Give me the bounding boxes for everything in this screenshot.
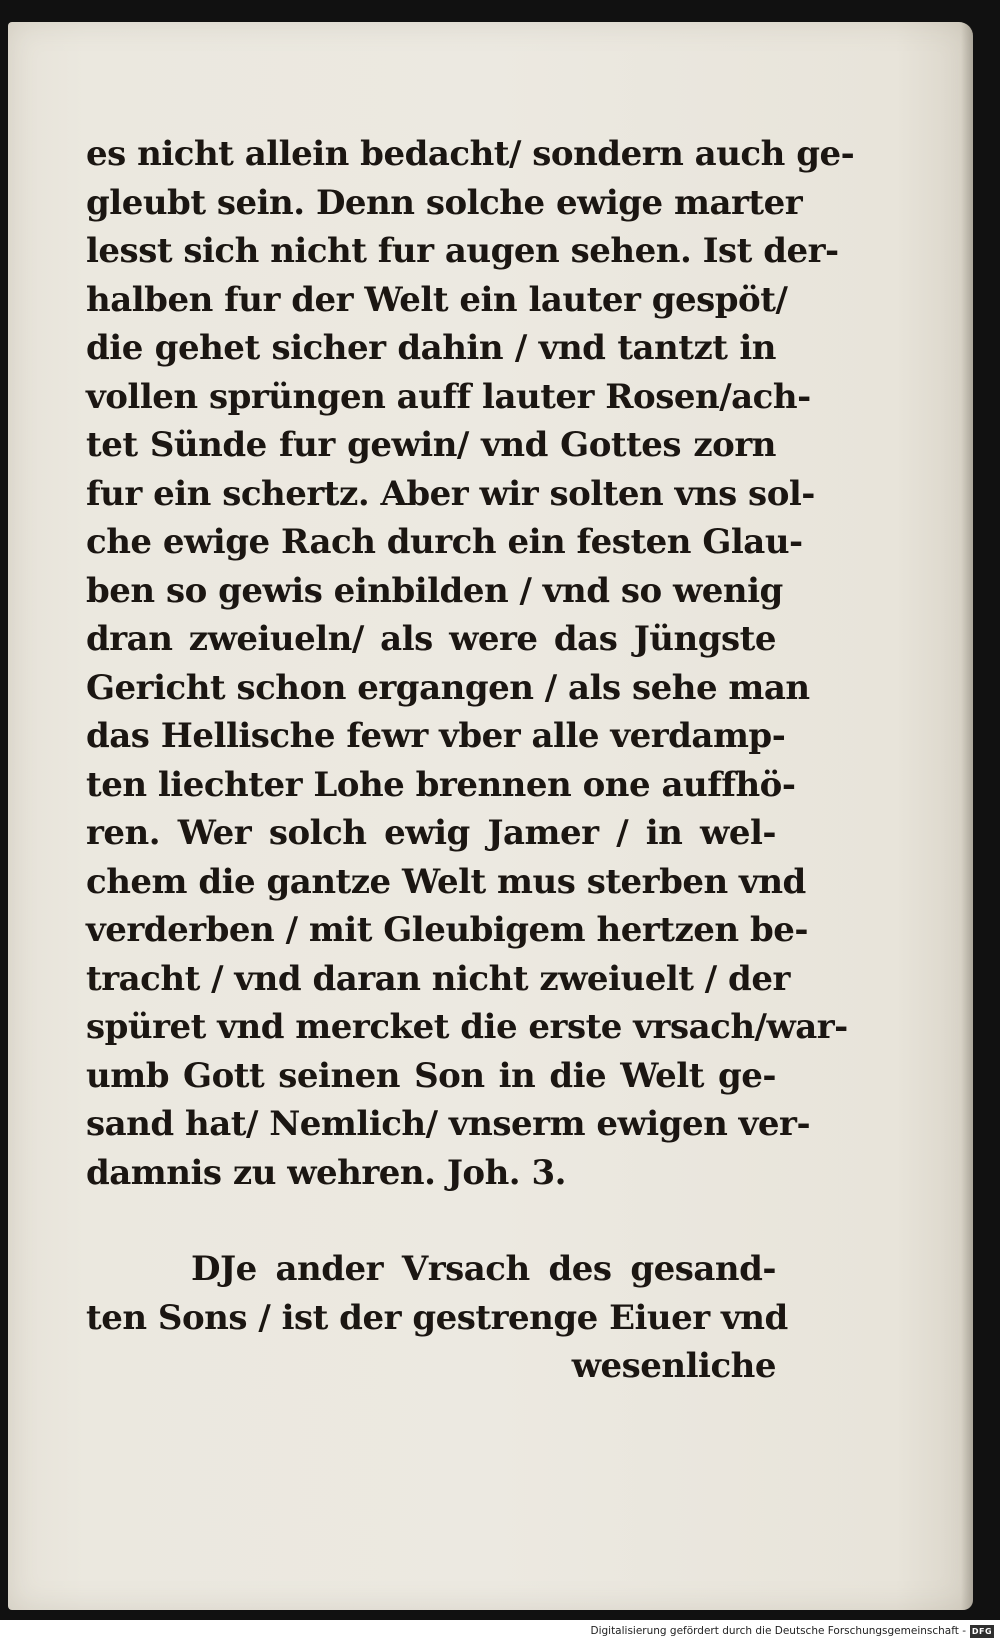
text-line: verderben / mit Gleubigem hertzen be- [86, 910, 808, 950]
text-line: ben so gewis einbilden / vnd so wenig [86, 570, 783, 611]
text-line: halben fur der Welt ein lauter gespöt/ [86, 279, 788, 320]
paragraph-2 [86, 1245, 788, 1391]
text-line: vollen sprüngen auff lauter Rosen/ach- [86, 376, 811, 417]
text-line: spüret vnd mercket die erste vrsach/war- [86, 1007, 848, 1047]
paragraph-1 [86, 130, 855, 1197]
text-line: das Hellische fewr vber alle verdamp- [86, 716, 786, 756]
text-line: dran zweiueln/ als were das Jüngste [86, 619, 776, 659]
page-text-block [86, 130, 855, 1391]
text-line: ten Sons / ist der gestrenge Eiuer vnd [86, 1297, 788, 1338]
text-line: sand hat/ Nemlich/ vnserm ewigen ver- [86, 1104, 811, 1144]
footer-bar [0, 1620, 1000, 1643]
funding-credit: Digitalisierung gefördert durch die Deutsche Forschungsgemeinschaft - [590, 1625, 966, 1637]
book-page [8, 22, 973, 1610]
catchword: wesenliche [571, 1346, 776, 1386]
text-line: tracht / vnd daran nicht zweiuelt / der [86, 958, 790, 999]
text-line: lesst sich nicht fur augen sehen. Ist der- [86, 231, 839, 271]
paragraph-gap [86, 1197, 776, 1245]
text-line: gleubt sein. Denn solche ewige marter [86, 182, 803, 223]
text-line: DJe ander Vrsach des gesand- [191, 1249, 776, 1289]
text-line: fur ein schertz. Aber wir solten vns sol- [86, 473, 815, 514]
text-line: Gericht schon ergangen / als sehe man [86, 667, 810, 708]
text-line: ten liechter Lohe brennen one auffhö- [86, 764, 796, 805]
text-line: die gehet sicher dahin / vnd tantzt in [86, 328, 776, 368]
page-edge-shadow [961, 22, 973, 1610]
text-line: umb Gott seinen Son in die Welt ge- [86, 1055, 776, 1096]
text-line: tet Sünde fur gewin/ vnd Gottes zorn [86, 425, 776, 465]
text-line: damnis zu wehren. Joh. 3. [86, 1152, 566, 1193]
dfg-logo-icon: DFG [971, 1627, 993, 1636]
text-line: es nicht allein bedacht/ sondern auch ge- [86, 134, 855, 174]
text-line: chem die gantze Welt mus sterben vnd [86, 861, 806, 902]
text-line: che ewige Rach durch ein festen Glau- [86, 522, 803, 562]
text-line: ren. Wer solch ewig Jamer / in wel- [86, 813, 776, 853]
